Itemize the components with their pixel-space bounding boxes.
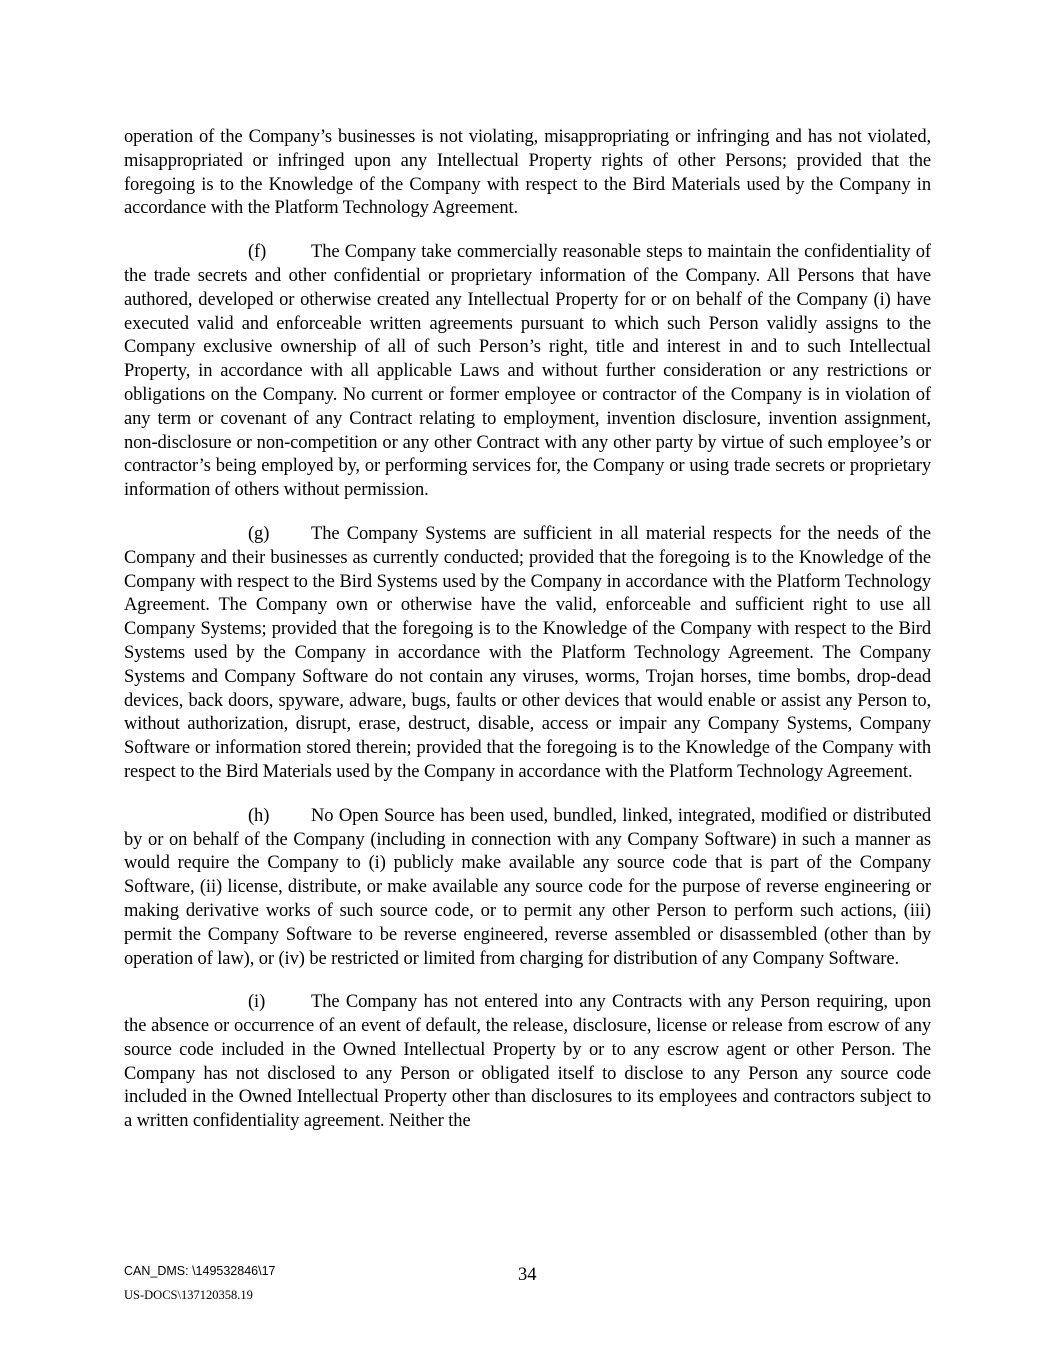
body-text	[124, 126, 931, 1154]
footer-dms-id: CAN_DMS: \149532846\17	[124, 1264, 276, 1278]
paragraph-h	[124, 805, 931, 972]
paragraph-text: No Open Source has been used, bundled, linked, integrated, modified or distributed by or on behalf of the Company (including in connection with any Company Software) in such a manner as would require the Company to (i) publicly make available any source code that is part of the Company Software, (ii) license, distribute, or make available any source code for the purpose of reverse engineering or making derivative works of such source code, or to permit any other Person to perform such actions, (iii) permit the Company Software to be reverse engineered, reverse assembled or disassembled (other than by operation of law), or (iv) be restricted or limited from charging for distribution of any Company Software.	[124, 805, 931, 969]
paragraph-label: (f)	[248, 242, 267, 263]
paragraph-g	[124, 523, 931, 785]
paragraph-continuation	[124, 126, 931, 221]
paragraph-text: The Company take commercially reasonable steps to maintain the confidentiality of the trade secrets and other confidential or proprietary information of the Company. All Persons that have authored, developed or otherwise created any Intellectual Property for or on behalf of the Company (i) have executed valid and enforceable written agreements pursuant to which such Person validly assigns to the Company exclusive ownership of all of such Person’s right, title and interest in and to such Intellectual Property, in accordance with all applicable Laws and without further consideration or any restrictions or obligations on the Company. No current or former employee or contractor of the Company is in violation of any term or covenant of any Contract relating to employment, invention disclosure, invention assignment, non-disclosure or non-competition or any other Contract with any other party by virtue of such employee’s or contractor’s being employed by, or performing services for, the Company or using trade secrets or proprietary information of others without permission.	[124, 242, 931, 501]
paragraph-label: (i)	[248, 992, 266, 1013]
paragraph-i	[124, 991, 931, 1134]
paragraph-label: (g)	[248, 523, 270, 544]
page-number: 34	[518, 1265, 537, 1285]
footer-docs-id: US-DOCS\137120358.19	[124, 1288, 253, 1302]
paragraph-text: The Company Systems are sufficient in all material respects for the needs of the Company and their businesses as currently conducted; provided that the foregoing is to the Knowledge of the Company with respect to the Bird Systems used by the Company in accordance with the Platform Technology Agreement. The Company own or otherwise have the valid, enforceable and sufficient right to use all Company Systems; provided that the foregoing is to the Knowledge of the Company with respect to the Bird Systems used by the Company in accordance with the Platform Technology Agreement. The Company Systems and Company Software do not contain any viruses, worms, Trojan horses, time bombs, drop-dead devices, back doors, spyware, adware, bugs, faults or other devices that would enable or assist any Person to, without authorization, disrupt, erase, destruct, disable, access or impair any Company Systems, Company Software or information stored therein; provided that the foregoing is to the Knowledge of the Company with respect to the Bird Materials used by the Company in accordance with the Platform Technology Agreement.	[124, 523, 931, 782]
paragraph-text: The Company has not entered into any Contracts with any Person requiring, upon the absence or occurrence of an event of default, the release, disclosure, license or release from escrow of any source code included in the Owned Intellectual Property by or to any escrow agent or other Person. The Company has not disclosed to any Person or obligated itself to disclose to any Person any source code included in the Owned Intellectual Property other than disclosures to its employees and contractors subject to a written confidentiality agreement. Neither the	[124, 992, 931, 1132]
paragraph-text: operation of the Company’s businesses is not violating, misappropriating or infringing and has not violated, misappropriated or infringed upon any Intellectual Property rights of other Persons; provided that the foregoing is to the Knowledge of the Company with respect to the Bird Materials used by the Company in accordance with the Platform Technology Agreement.	[124, 127, 931, 219]
paragraph-f	[124, 241, 931, 503]
paragraph-label: (h)	[248, 805, 270, 826]
